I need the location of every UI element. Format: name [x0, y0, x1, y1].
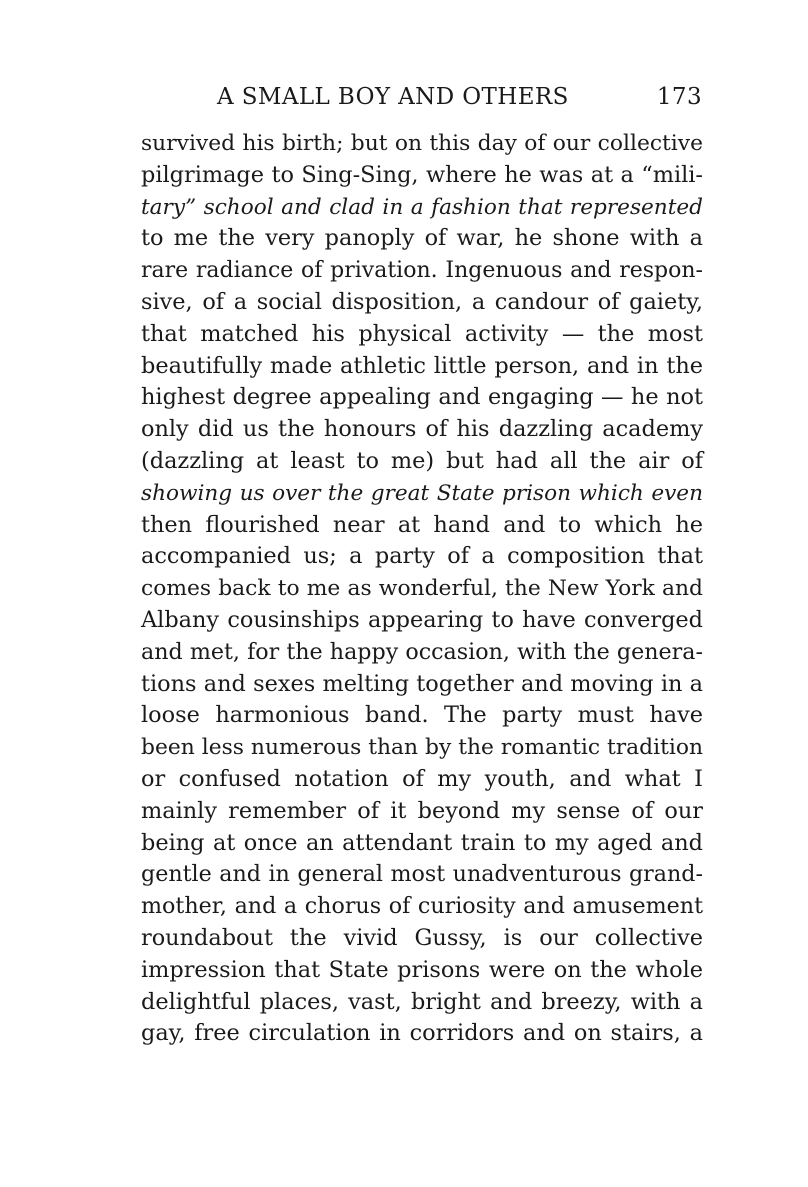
body-text: [141, 128, 703, 1050]
text-line: (dazzling at least to me) but had all the air of: [141, 447, 703, 474]
text-line: sive, of a social disposition, a candour of gaiety,: [141, 288, 703, 315]
text-line: that matched his physical activity — the most: [141, 320, 703, 347]
text-line: been less numerous than by the romantic tradition: [141, 735, 703, 761]
text-line: only did us the honours of his dazzling academy: [141, 416, 703, 443]
text-line: being at once an attendant train to my aged and: [141, 829, 703, 856]
text-line: to me the very panoply of war, he shone with a: [141, 225, 703, 252]
page-number: 173: [656, 84, 702, 110]
text-line: tary” school and clad in a fashion that represented: [141, 194, 703, 220]
text-line: mother, and a chorus of curiosity and amusement: [141, 893, 703, 920]
text-line: or confused notation of my youth, and what I: [141, 765, 703, 792]
text-line: gay, free circulation in corridors and on stairs, a: [141, 1020, 703, 1047]
running-title: A SMALL BOY AND OTHERS: [217, 84, 569, 110]
text-line: showing us over the great State prison which even: [141, 480, 703, 506]
running-head: [217, 84, 702, 118]
text-line: then flourished near at hand and to which he: [141, 511, 703, 538]
text-line: rare radiance of privation. Ingenuous and respon-: [141, 258, 703, 284]
text-line: loose harmonious band. The party must have: [141, 702, 703, 729]
text-line: roundabout the vivid Gussy, is our collective: [141, 924, 703, 951]
text-line: accompanied us; a party of a composition that: [141, 543, 703, 570]
text-line: gentle and in general most unadventurous grand-: [141, 861, 703, 888]
text-line: Albany cousinships appearing to have converged: [141, 606, 703, 633]
text-line: highest degree appealing and engaging — he not: [141, 384, 703, 411]
text-line: comes back to me as wonderful, the New York and: [141, 576, 703, 602]
text-line: beautifully made athletic little person, and in the: [141, 352, 703, 379]
text-line: survived his birth; but on this day of our collective: [141, 131, 703, 156]
text-line: pilgrimage to Sing-Sing, where he was at a “mili-: [141, 161, 703, 188]
text-line: and met, for the happy occasion, with the genera-: [141, 638, 703, 665]
text-line: delightful places, vast, bright and breezy, with a: [141, 988, 703, 1015]
text-line: impression that State prisons were on the whole: [141, 956, 703, 983]
text-line: tions and sexes melting together and moving in a: [141, 670, 703, 697]
text-line: mainly remember of it beyond my sense of our: [141, 797, 703, 824]
